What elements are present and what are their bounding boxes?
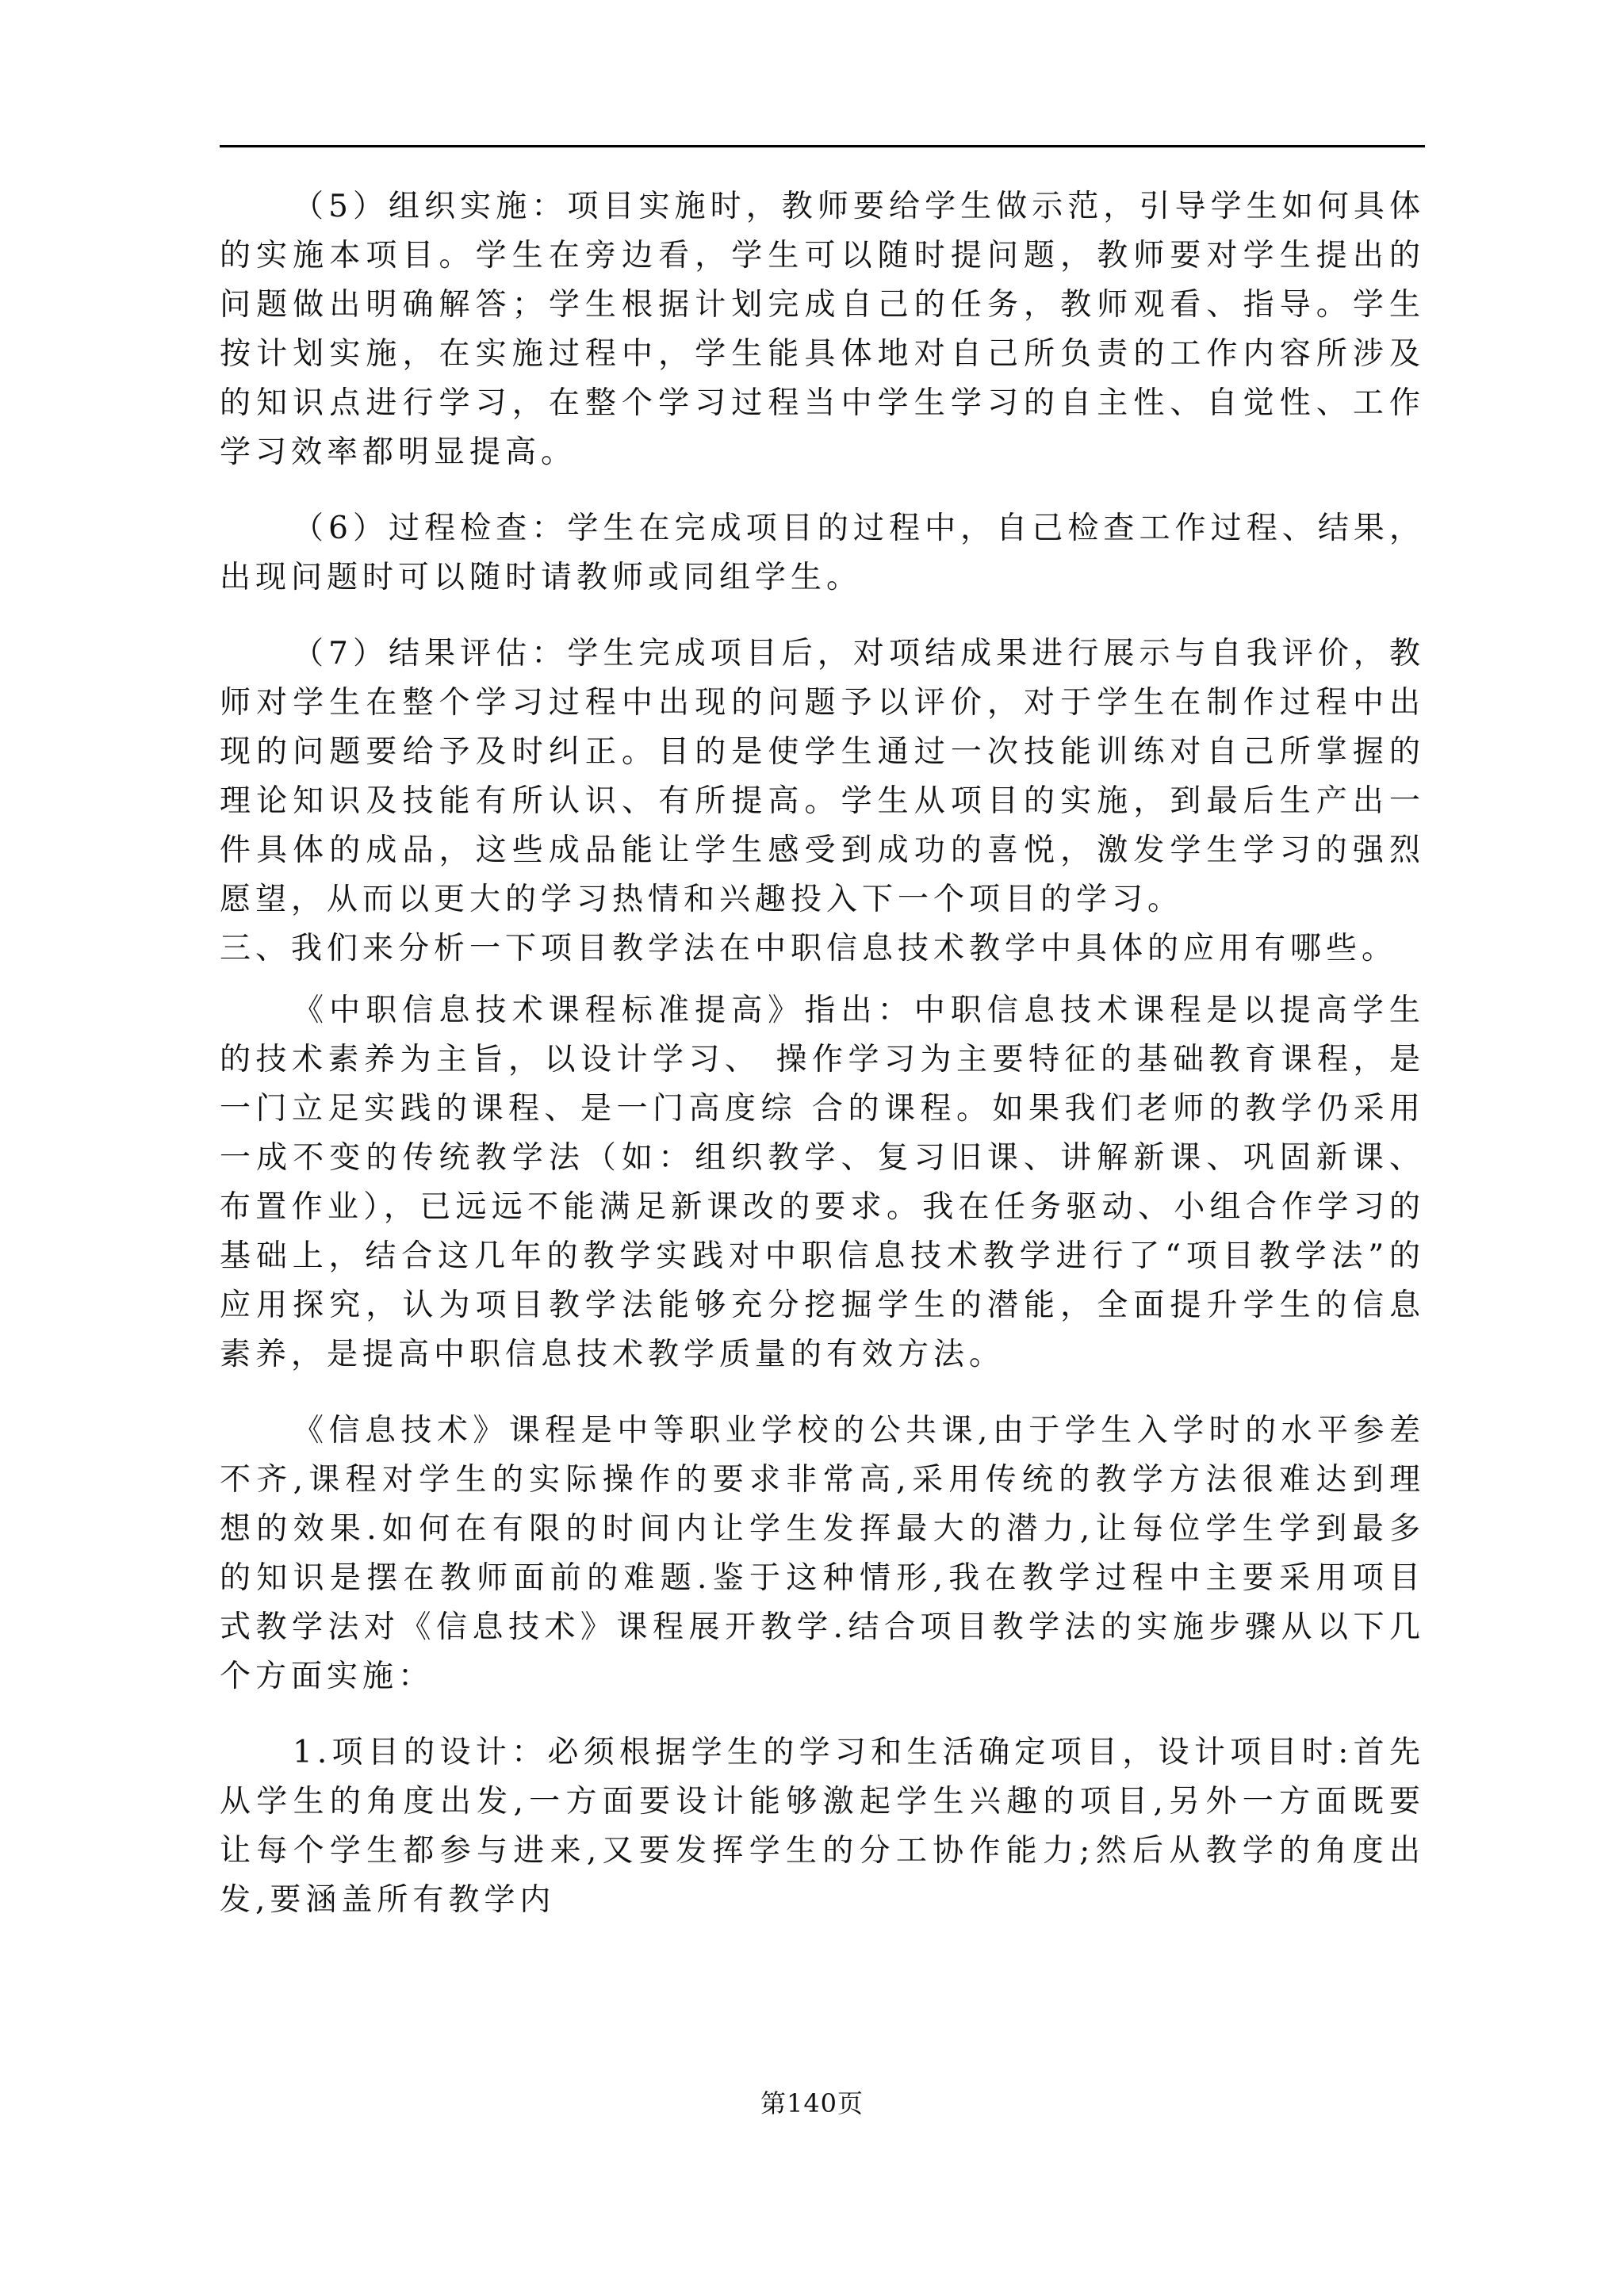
paragraph-result-evaluation: （7）结果评估：学生完成项目后，对项结成果进行展示与自我评价，教师对学生在整个学习过程中出现的问题予以评价，对于学生在制作过程中出现的问题要给予及时纠正。目的是使学生通过一次技能训练对自己所掌握的理论知识及技能有所认识、有所提高。学生从项目的实施，到最后生产出一件具体的成品，这些成品能让学生感受到成功的喜悦，激发学生学习的强烈愿望，从而以更大的学习热情和兴趣投入下一个项目的学习。 [220,636,1425,917]
paragraph-it-course: 《信息技术》课程是中等职业学校的公共课,由于学生入学时的水平参差不齐,课程对学生的实际操作的要求非常高,采用传统的教学方法很难达到理想的效果.如何在有限的时间内让学生发挥最大的潜力,让每位学生学到最多的知识是摆在教师面前的难题.鉴于这种情形,我在教学过程中主要采用项目式教学法对《信息技术》课程展开教学.结合项目教学法的实施步骤从以下几个方面实施： [220,1413,1425,1694]
paragraph-organize-implementation: （5）组织实施：项目实施时，教师要给学生做示范，引导学生如何具体的实施本项目。学生在旁边看，学生可以随时提问题，教师要对学生提出的问题做出明确解答；学生根据计划完成自己的任务，教师观看、指导。学生按计划实施，在实施过程中，学生能具体地对自己所负责的工作内容所涉及的知识点进行学习，在整个学习过程当中学生学习的自主性、自觉性、工作学习效率都明显提高。 [220,189,1425,470]
section-heading: 三、我们来分析一下项目教学法在中职信息技术教学中具体的应用有哪些。 [220,931,1398,966]
paragraph-project-design: 1.项目的设计：必须根据学生的学习和生活确定项目，设计项目时:首先从学生的角度出发,一方面要设计能够激起学生兴趣的项目,另外一方面既要让每个学生都参与进来,又要发挥学生的分工协作能力;然后从教学的角度出发,要涵盖所有教学内 [220,1735,1425,1918]
page-body [220,182,1425,1925]
paragraph-curriculum-standard: 《中职信息技术课程标准提高》指出：中职信息技术课程是以提高学生的技术素养为主旨，以设计学习、 操作学习为主要特征的基础教育课程，是一门立足实践的课程、是一门高度综 合的课程。如果我们老师的教学仍采用一成不变的传统教学法（如：组织教学、复习旧课、讲解新课、巩固新课、布置作业），已远远不能满足新课改的要求。我在任务驱动、小组合作学习的基础上，结合这几年的教学实践对中职信息技术教学进行了“项目教学法”的应用探究，认为项目教学法能够充分挖掘学生的潜能，全面提升学生的信息素养，是提高中职信息技术教学质量的有效方法。 [220,993,1425,1372]
paragraph-process-check: （6）过程检查：学生在完成项目的过程中，自己检查工作过程、结果，出现问题时可以随时请教师或同组学生。 [220,511,1425,595]
header-rule [220,145,1425,147]
page-number: 第140页 [760,2088,864,2118]
